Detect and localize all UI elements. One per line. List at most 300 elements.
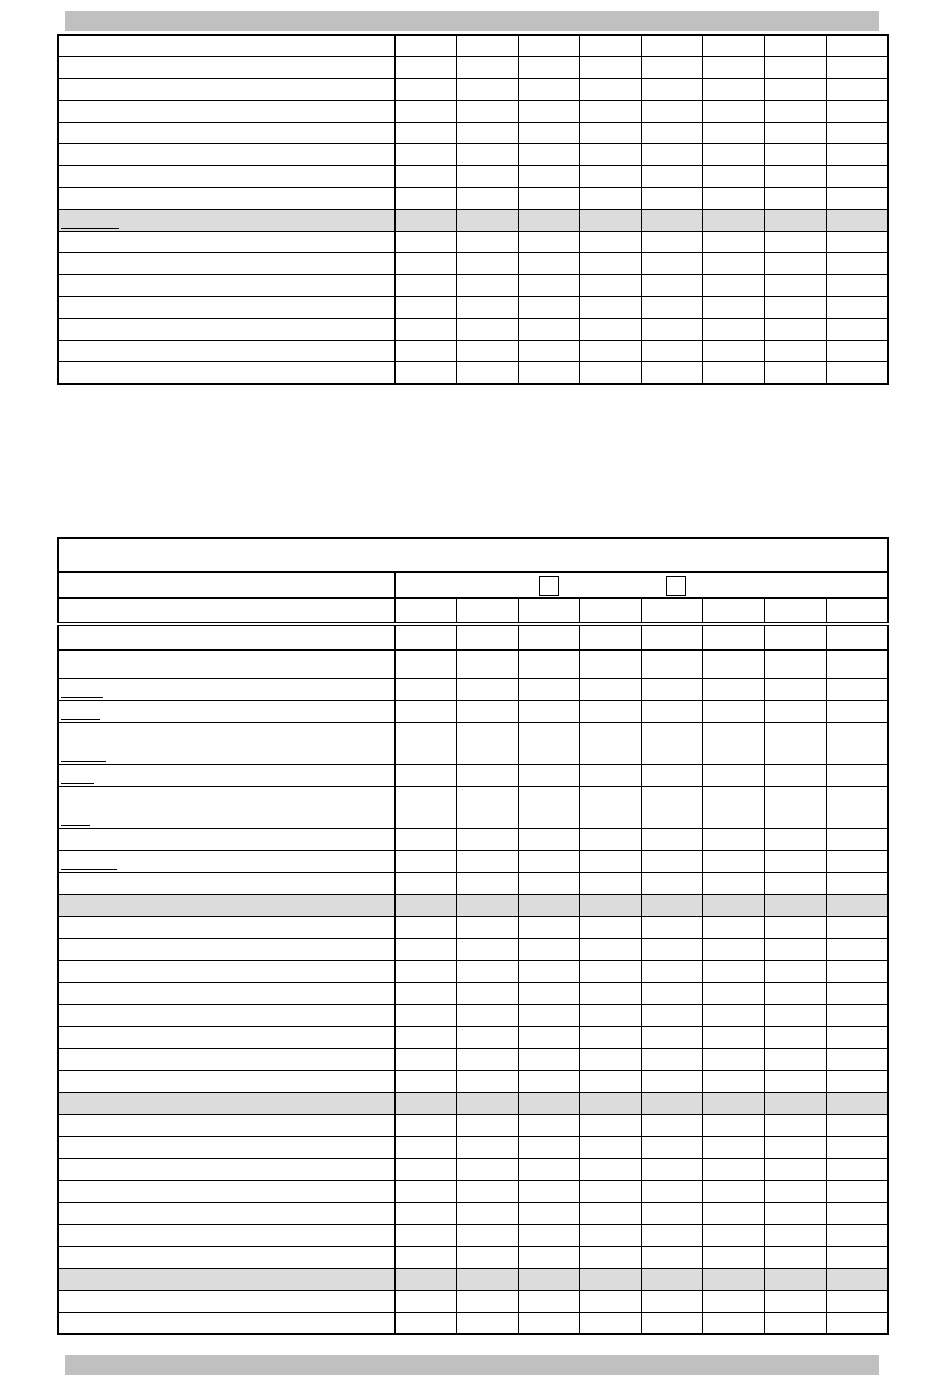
row-label <box>58 1290 395 1312</box>
table-row <box>58 1092 888 1114</box>
label-underline <box>61 697 103 698</box>
table-cell <box>395 916 457 938</box>
row-label <box>58 722 395 764</box>
table-cell <box>703 894 765 916</box>
table-cell <box>765 722 827 764</box>
column-header-cell <box>580 598 642 624</box>
row-label <box>58 79 395 101</box>
table-cell <box>395 35 457 57</box>
table-cell <box>826 188 888 210</box>
table-cell <box>826 786 888 828</box>
row-label <box>58 1224 395 1246</box>
table-cell <box>457 340 519 362</box>
column-header-row <box>58 598 888 624</box>
row-label <box>58 340 395 362</box>
table-row <box>58 188 888 210</box>
table-cell <box>703 166 765 188</box>
table-cell <box>826 1224 888 1246</box>
table-cell <box>395 1114 457 1136</box>
row-label <box>58 100 395 122</box>
table-cell <box>518 1268 580 1290</box>
table-cell <box>765 79 827 101</box>
row-label <box>58 144 395 166</box>
table-cell <box>641 79 703 101</box>
table-cell <box>395 960 457 982</box>
row-label <box>58 275 395 297</box>
column-header-cell <box>826 598 888 624</box>
table-cell <box>518 275 580 297</box>
table-cell <box>457 1004 519 1026</box>
table-cell <box>826 1180 888 1202</box>
table-cell <box>457 1026 519 1048</box>
table-cell <box>580 209 642 231</box>
table-cell <box>518 297 580 319</box>
table-cell <box>395 1268 457 1290</box>
table-cell <box>765 100 827 122</box>
table-cell <box>457 624 519 650</box>
table-cell <box>703 100 765 122</box>
table-cell <box>518 253 580 275</box>
table-cell <box>395 362 457 384</box>
table-cell <box>518 57 580 79</box>
table-cell <box>518 872 580 894</box>
table-cell <box>826 1268 888 1290</box>
table-row <box>58 1202 888 1224</box>
table-cell <box>703 57 765 79</box>
row-label <box>58 1026 395 1048</box>
table-cell <box>641 1136 703 1158</box>
table-cell <box>395 318 457 340</box>
table-cell <box>518 764 580 786</box>
table-cell <box>765 297 827 319</box>
table-cell <box>641 100 703 122</box>
table-cell <box>703 231 765 253</box>
table-cell <box>580 982 642 1004</box>
table-cell <box>641 650 703 678</box>
table-cell <box>395 297 457 319</box>
table-cell <box>457 209 519 231</box>
table-cell <box>395 100 457 122</box>
table-cell <box>518 231 580 253</box>
table-cell <box>518 1136 580 1158</box>
label-underline <box>61 825 90 826</box>
table-cell <box>826 231 888 253</box>
table-cell <box>580 362 642 384</box>
lower-grid-table <box>57 537 889 1335</box>
table-cell <box>457 1092 519 1114</box>
footer-bar <box>65 1355 879 1375</box>
option-row-label <box>58 572 395 598</box>
table-cell <box>703 1312 765 1334</box>
table-cell <box>826 1004 888 1026</box>
table-cell <box>641 1180 703 1202</box>
table-cell <box>457 318 519 340</box>
table-cell <box>457 35 519 57</box>
table-cell <box>518 1114 580 1136</box>
table-cell <box>765 700 827 722</box>
row-label <box>58 1158 395 1180</box>
row-label <box>58 57 395 79</box>
table-cell <box>826 850 888 872</box>
table-cell <box>703 209 765 231</box>
table-cell <box>580 850 642 872</box>
row-label <box>58 678 395 700</box>
table-cell <box>580 894 642 916</box>
table-cell <box>395 764 457 786</box>
table-cell <box>395 700 457 722</box>
table-cell <box>641 938 703 960</box>
row-label <box>58 1004 395 1026</box>
table-row <box>58 1114 888 1136</box>
table-cell <box>703 938 765 960</box>
table-cell <box>826 1158 888 1180</box>
table-cell <box>457 1202 519 1224</box>
table-cell <box>457 894 519 916</box>
table-cell <box>395 1092 457 1114</box>
table-cell <box>395 188 457 210</box>
table-cell <box>641 1092 703 1114</box>
table-cell <box>703 1246 765 1268</box>
table-cell <box>518 166 580 188</box>
table-cell <box>765 1246 827 1268</box>
table-cell <box>703 1224 765 1246</box>
table-cell <box>518 79 580 101</box>
table-cell <box>703 786 765 828</box>
table-cell <box>765 1224 827 1246</box>
table-row <box>58 1026 888 1048</box>
table-cell <box>580 1026 642 1048</box>
table-cell <box>580 624 642 650</box>
option-a-checkbox[interactable] <box>539 576 559 596</box>
table-row <box>58 79 888 101</box>
row-label <box>58 1268 395 1290</box>
table-cell <box>457 650 519 678</box>
table-cell <box>703 960 765 982</box>
table-cell <box>826 1048 888 1070</box>
table-cell <box>457 828 519 850</box>
table-cell <box>457 1070 519 1092</box>
table-cell <box>826 764 888 786</box>
table-cell <box>826 318 888 340</box>
table-row <box>58 253 888 275</box>
table-cell <box>395 1004 457 1026</box>
table-row <box>58 144 888 166</box>
table-cell <box>580 79 642 101</box>
table-cell <box>395 209 457 231</box>
table-cell <box>457 678 519 700</box>
table-row <box>58 1070 888 1092</box>
table-cell <box>518 722 580 764</box>
table-cell <box>580 1092 642 1114</box>
table-cell <box>765 1004 827 1026</box>
table-cell <box>518 938 580 960</box>
table-cell <box>395 231 457 253</box>
table-cell <box>580 253 642 275</box>
table-row <box>58 786 888 828</box>
table-row <box>58 1268 888 1290</box>
label-underline <box>61 869 117 870</box>
table-cell <box>641 166 703 188</box>
row-label <box>58 850 395 872</box>
table-title-row <box>58 538 888 572</box>
table-cell <box>457 1158 519 1180</box>
table-cell <box>457 1224 519 1246</box>
column-header-cell <box>395 598 457 624</box>
table-cell <box>765 624 827 650</box>
table-cell <box>703 1114 765 1136</box>
table-cell <box>395 872 457 894</box>
row-label <box>58 624 395 650</box>
table-cell <box>703 79 765 101</box>
table-cell <box>518 1048 580 1070</box>
table-cell <box>765 35 827 57</box>
table-cell <box>395 144 457 166</box>
table-row <box>58 624 888 650</box>
table-cell <box>641 982 703 1004</box>
table-cell <box>457 722 519 764</box>
row-label <box>58 1180 395 1202</box>
table-cell <box>765 253 827 275</box>
table-cell <box>826 275 888 297</box>
table-cell <box>580 1312 642 1334</box>
table-cell <box>703 624 765 650</box>
table-cell <box>641 1246 703 1268</box>
table-cell <box>641 340 703 362</box>
table-row <box>58 209 888 231</box>
table-row <box>58 1224 888 1246</box>
table-cell <box>518 850 580 872</box>
upper-grid-table <box>57 34 889 385</box>
table-cell <box>703 297 765 319</box>
table-cell <box>826 122 888 144</box>
table-cell <box>580 678 642 700</box>
table-cell <box>641 872 703 894</box>
row-label <box>58 122 395 144</box>
table-cell <box>457 1312 519 1334</box>
table-row <box>58 764 888 786</box>
table-cell <box>395 1290 457 1312</box>
table-cell <box>457 1180 519 1202</box>
table-row <box>58 872 888 894</box>
table-cell <box>518 35 580 57</box>
table-cell <box>641 722 703 764</box>
table-cell <box>826 678 888 700</box>
table-row <box>58 700 888 722</box>
table-row <box>58 122 888 144</box>
table-cell <box>826 1114 888 1136</box>
table-cell <box>518 894 580 916</box>
option-row-choices <box>395 572 888 598</box>
table-cell <box>395 166 457 188</box>
table-cell <box>826 144 888 166</box>
table-cell <box>765 960 827 982</box>
table-cell <box>765 1114 827 1136</box>
table-cell <box>703 35 765 57</box>
table-cell <box>395 650 457 678</box>
table-cell <box>457 1136 519 1158</box>
table-cell <box>765 122 827 144</box>
row-label <box>58 872 395 894</box>
table-cell <box>826 35 888 57</box>
table-row <box>58 57 888 79</box>
table-cell <box>518 1246 580 1268</box>
row-label <box>58 1246 395 1268</box>
table-cell <box>641 35 703 57</box>
table-cell <box>641 1158 703 1180</box>
row-label <box>58 1136 395 1158</box>
table-cell <box>457 960 519 982</box>
table-cell <box>580 1224 642 1246</box>
table-cell <box>518 209 580 231</box>
table-row <box>58 35 888 57</box>
label-underline <box>61 761 106 762</box>
table-cell <box>641 624 703 650</box>
table-cell <box>703 1158 765 1180</box>
table-cell <box>580 700 642 722</box>
table-cell <box>703 1092 765 1114</box>
table-cell <box>703 1048 765 1070</box>
row-label <box>58 253 395 275</box>
table-row <box>58 916 888 938</box>
table-cell <box>641 1004 703 1026</box>
table-cell <box>703 650 765 678</box>
table-row <box>58 828 888 850</box>
table-cell <box>765 916 827 938</box>
table-cell <box>641 1026 703 1048</box>
table-cell <box>395 1070 457 1092</box>
table-row <box>58 1246 888 1268</box>
table-cell <box>518 678 580 700</box>
table-row <box>58 1180 888 1202</box>
table-cell <box>457 100 519 122</box>
table-cell <box>580 100 642 122</box>
table-cell <box>580 188 642 210</box>
table-cell <box>703 1070 765 1092</box>
row-label <box>58 166 395 188</box>
table-cell <box>765 764 827 786</box>
table-cell <box>518 318 580 340</box>
row-label <box>58 982 395 1004</box>
table-cell <box>765 188 827 210</box>
table-cell <box>641 786 703 828</box>
table-cell <box>580 916 642 938</box>
table-cell <box>826 982 888 1004</box>
table-cell <box>765 850 827 872</box>
table-cell <box>826 1070 888 1092</box>
row-label <box>58 297 395 319</box>
row-label <box>58 1114 395 1136</box>
table-cell <box>395 1180 457 1202</box>
table-cell <box>641 700 703 722</box>
table-cell <box>518 786 580 828</box>
table-cell <box>826 916 888 938</box>
table-cell <box>518 144 580 166</box>
table-cell <box>641 894 703 916</box>
table-cell <box>580 1268 642 1290</box>
table-row <box>58 850 888 872</box>
option-b-checkbox[interactable] <box>666 576 686 596</box>
table-cell <box>826 624 888 650</box>
column-header-cell <box>703 598 765 624</box>
table-row <box>58 982 888 1004</box>
table-cell <box>580 1070 642 1092</box>
table-cell <box>765 57 827 79</box>
table-cell <box>765 1026 827 1048</box>
table-cell <box>518 1224 580 1246</box>
table-cell <box>703 828 765 850</box>
table-cell <box>457 982 519 1004</box>
row-label <box>58 1312 395 1334</box>
table-cell <box>765 1070 827 1092</box>
table-row <box>58 362 888 384</box>
row-label <box>58 35 395 57</box>
table-cell <box>457 253 519 275</box>
table-cell <box>641 1224 703 1246</box>
table-cell <box>765 828 827 850</box>
table-cell <box>826 938 888 960</box>
table-cell <box>457 275 519 297</box>
table-cell <box>765 982 827 1004</box>
table-cell <box>765 231 827 253</box>
table-cell <box>703 362 765 384</box>
table-cell <box>641 960 703 982</box>
table-row <box>58 340 888 362</box>
table-cell <box>765 144 827 166</box>
table-cell <box>641 764 703 786</box>
table-cell <box>518 1312 580 1334</box>
table-cell <box>580 872 642 894</box>
table-cell <box>457 297 519 319</box>
table-cell <box>580 1290 642 1312</box>
table-cell <box>765 650 827 678</box>
table-cell <box>765 1092 827 1114</box>
table-cell <box>518 1092 580 1114</box>
table-cell <box>641 297 703 319</box>
table-row <box>58 650 888 678</box>
table-cell <box>826 79 888 101</box>
table-cell <box>457 122 519 144</box>
table-cell <box>518 624 580 650</box>
table-cell <box>703 188 765 210</box>
row-label <box>58 650 395 678</box>
table-cell <box>641 1268 703 1290</box>
table-cell <box>826 1290 888 1312</box>
table-cell <box>703 1268 765 1290</box>
row-label <box>58 828 395 850</box>
table-cell <box>765 1136 827 1158</box>
table-cell <box>580 764 642 786</box>
table-cell <box>457 79 519 101</box>
table-row <box>58 1136 888 1158</box>
table-cell <box>580 960 642 982</box>
column-header-cell <box>641 598 703 624</box>
table-cell <box>395 340 457 362</box>
table-cell <box>703 764 765 786</box>
table-row <box>58 894 888 916</box>
table-cell <box>703 1180 765 1202</box>
table-cell <box>641 1312 703 1334</box>
table-cell <box>395 850 457 872</box>
table-cell <box>395 1048 457 1070</box>
table-row <box>58 231 888 253</box>
row-label <box>58 362 395 384</box>
table-cell <box>580 35 642 57</box>
column-header-cell <box>457 598 519 624</box>
table-cell <box>395 1202 457 1224</box>
table-cell <box>826 700 888 722</box>
table-cell <box>518 1290 580 1312</box>
table-cell <box>457 188 519 210</box>
